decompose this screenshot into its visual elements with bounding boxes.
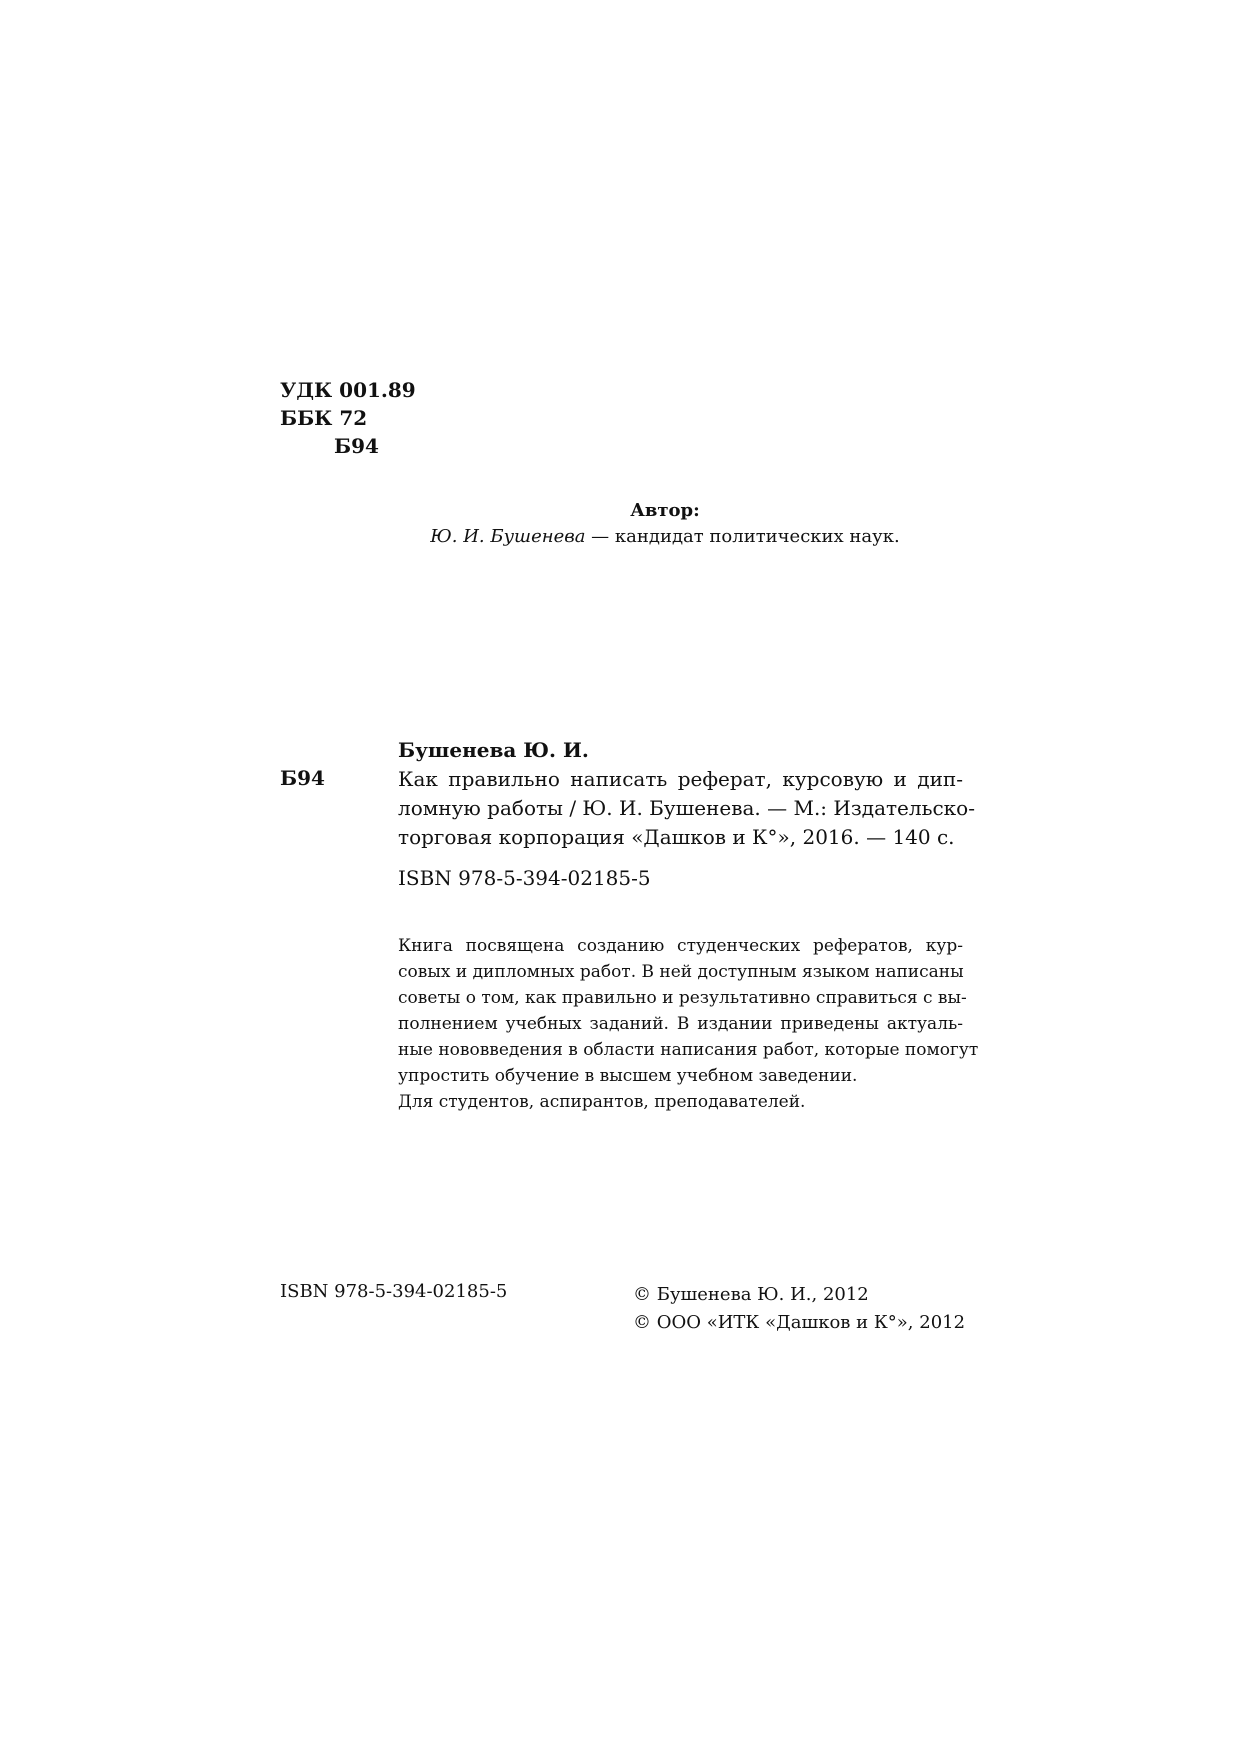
copyright-block — [633, 1281, 965, 1337]
classification-block — [280, 376, 416, 460]
author-heading: Автор: — [630, 500, 700, 521]
annotation-line: советы о том, как правильно и результативно справиться с вы- — [398, 988, 967, 1008]
bib-line: Как правильно написать реферат, курсовую и дип- — [398, 767, 963, 791]
annotation-line: совых и дипломных работ. В ней доступным языком написаны — [398, 962, 964, 982]
card-author-mark: Б94 — [280, 766, 325, 790]
bib-line: торговая корпорация «Дашков и К°», 2016. — 140 с. — [398, 825, 955, 849]
annotation-line: Книга посвящена созданию студенческих рефератов, кур- — [398, 936, 963, 956]
author-credential-description: — кандидат политических наук. — [585, 526, 900, 547]
annotation-line: полнением учебных заданий. В издании приведены актуаль- — [398, 1014, 963, 1034]
author-credential — [0, 526, 1240, 547]
author-mark: Б94 — [334, 434, 379, 458]
copyright-publisher: © ООО «ИТК «Дашков и К°», 2012 — [633, 1312, 966, 1333]
card-author: Бушенева Ю. И. — [398, 738, 589, 762]
card-isbn: ISBN 978-5-394-02185-5 — [398, 866, 651, 890]
author-credential-name: Ю. И. Бушенева — [430, 526, 586, 547]
udc-code: УДК 001.89 — [280, 378, 416, 402]
footer-isbn: ISBN 978-5-394-02185-5 — [280, 1281, 508, 1302]
catalog-card — [398, 736, 979, 1115]
audience-line: Для студентов, аспирантов, преподавателей. — [398, 1092, 806, 1112]
annotation-line: упростить обучение в высшем учебном заведении. — [398, 1066, 858, 1086]
copyright-author: © Бушенева Ю. И., 2012 — [633, 1284, 869, 1305]
bib-line: ломную работы / Ю. И. Бушенева. — М.: Издательско- — [398, 796, 975, 820]
annotation-line: ные нововведения в области написания работ, которые помогут — [398, 1040, 979, 1060]
bbk-code: ББК 72 — [280, 406, 368, 430]
annotation — [398, 933, 979, 1115]
